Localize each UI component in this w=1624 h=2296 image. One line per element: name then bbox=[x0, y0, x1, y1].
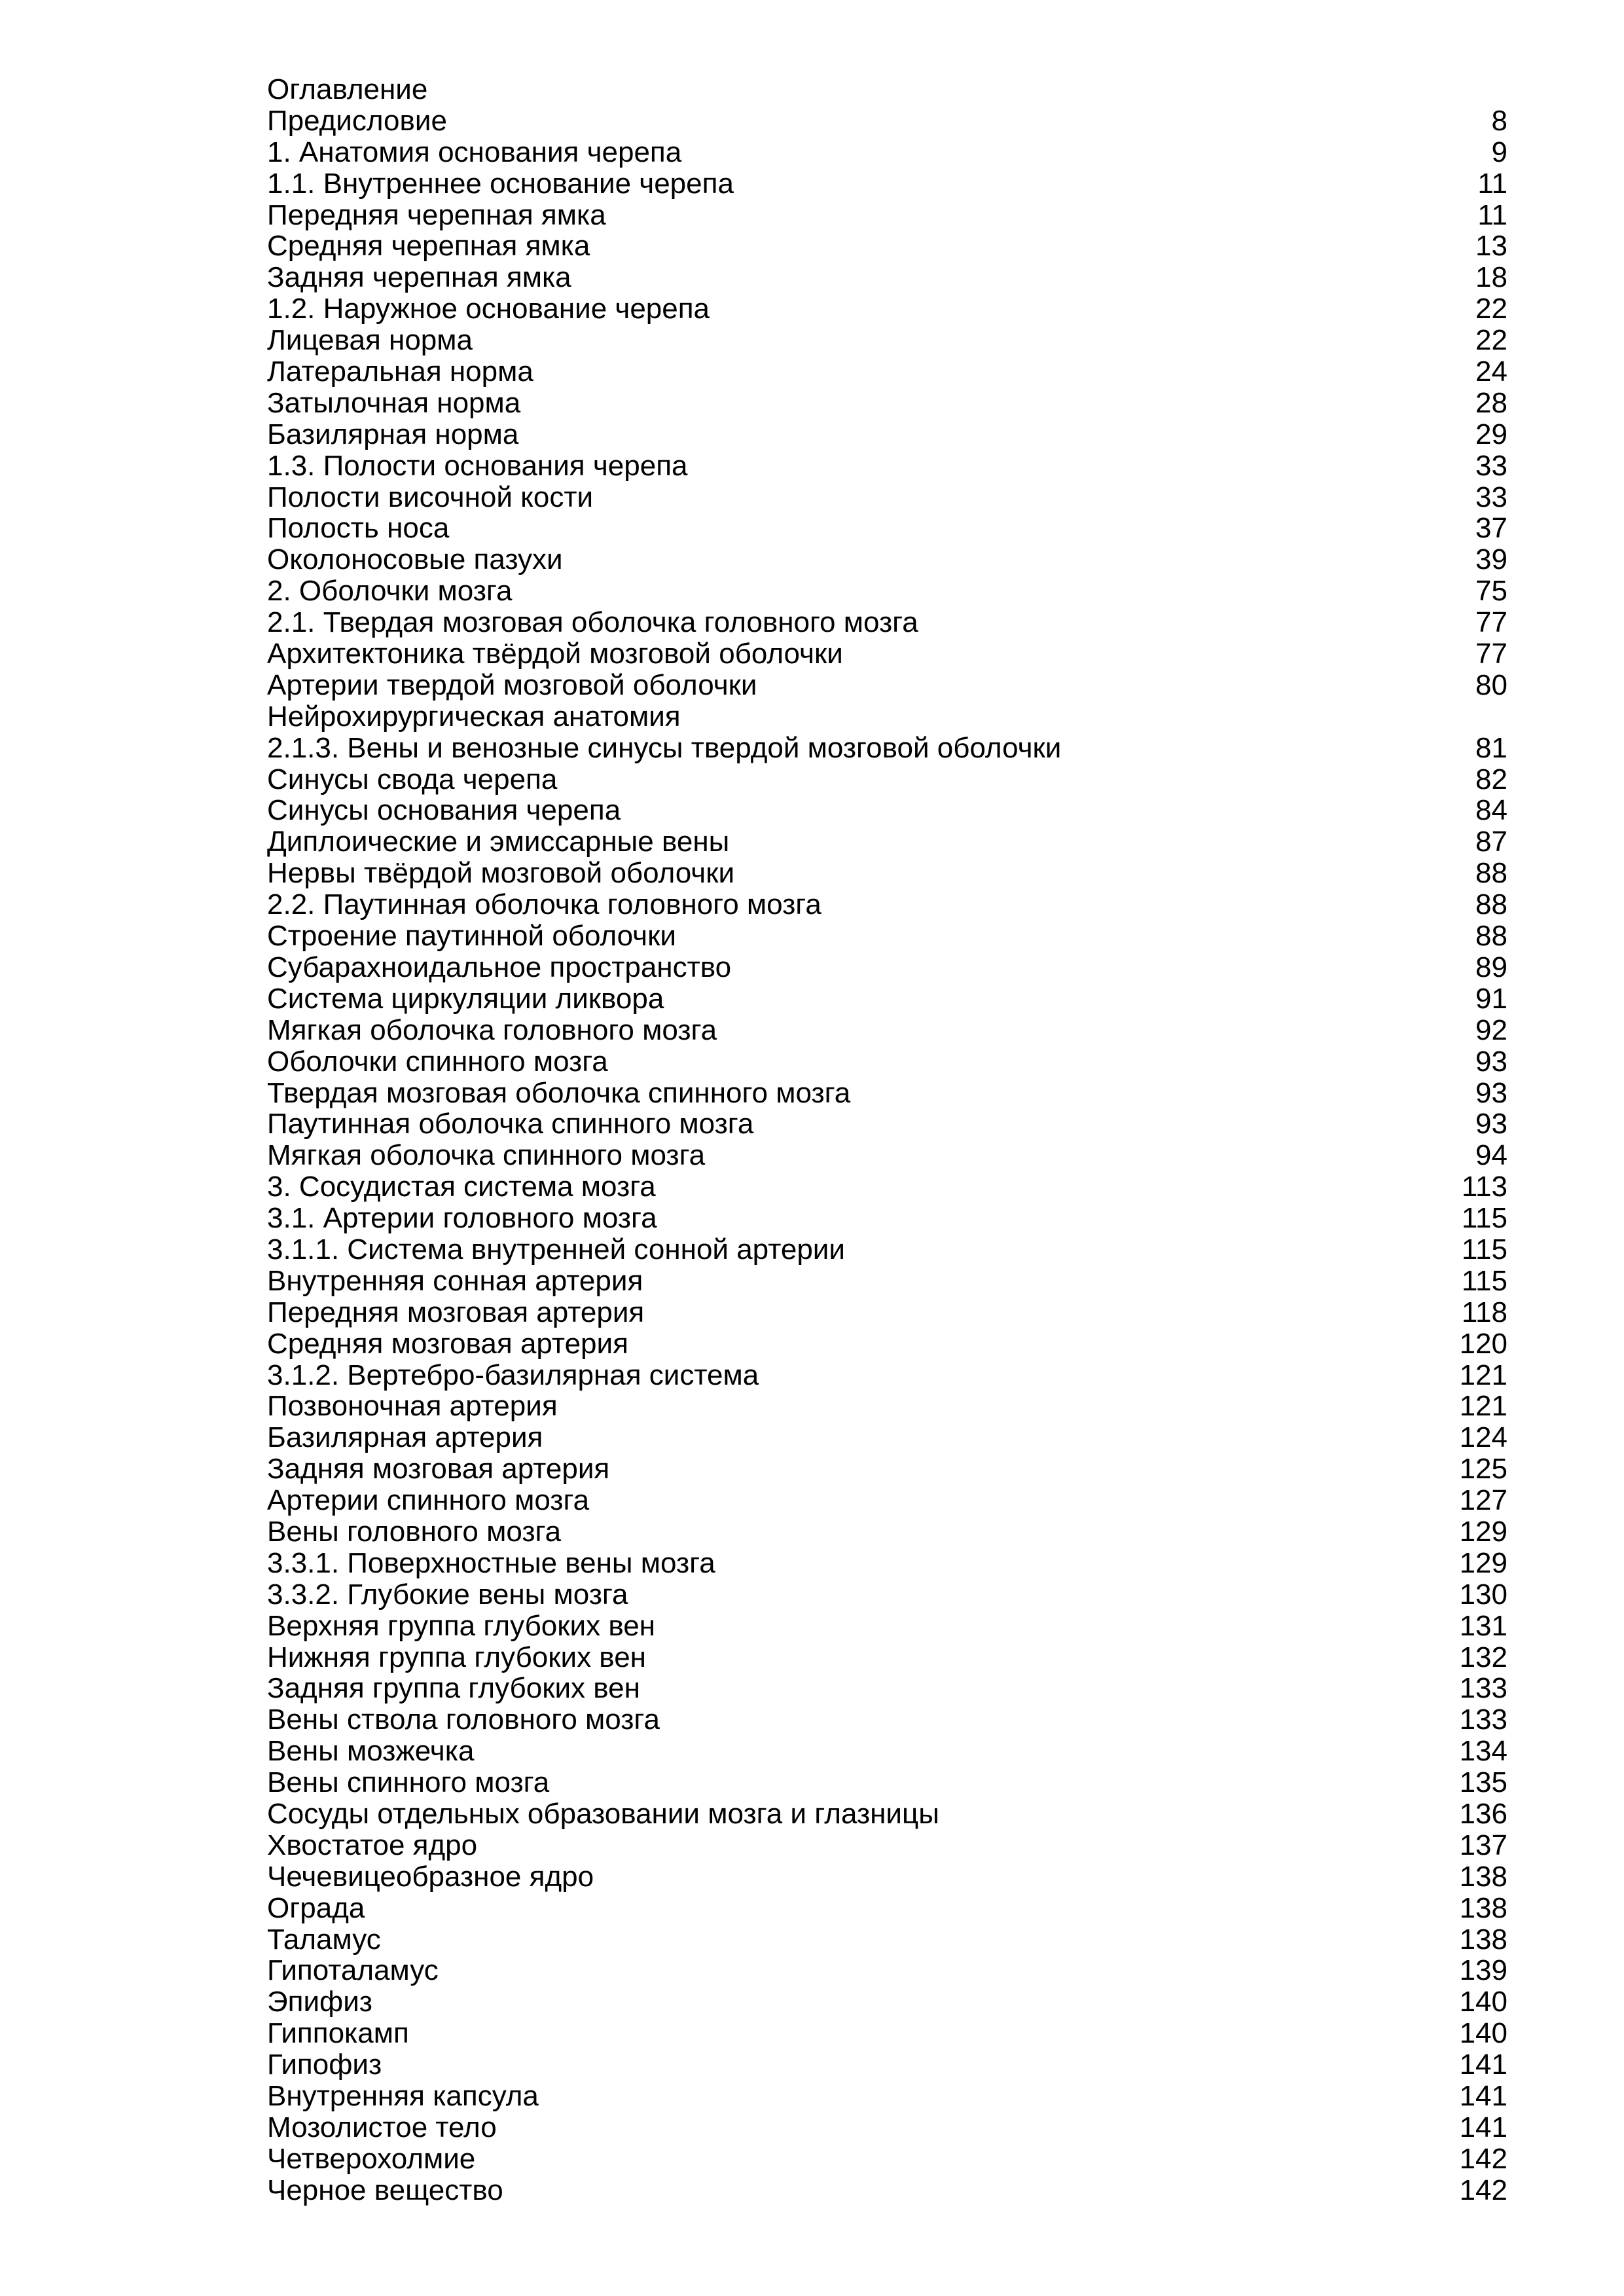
toc-page bbox=[267, 74, 1507, 2206]
toc-entry bbox=[267, 1704, 1507, 1736]
toc-entry-label: Нижняя группа глубоких вен bbox=[267, 1641, 646, 1673]
toc-entry-label: 1.1. Внутреннее основание черепа bbox=[267, 167, 734, 200]
toc-entry-page: 121 bbox=[1459, 1390, 1507, 1423]
toc-entry-label: Базилярная норма bbox=[267, 418, 519, 450]
toc-entry-label: 1.2. Наружное основание черепа bbox=[267, 293, 710, 325]
toc-entry-label: Гиппокамп bbox=[267, 2017, 409, 2050]
toc-entry-page: 131 bbox=[1459, 1609, 1507, 1642]
toc-entry bbox=[267, 1297, 1507, 1328]
toc-entry-page: 39 bbox=[1475, 543, 1507, 576]
toc-entry-page: 88 bbox=[1475, 857, 1507, 890]
toc-entry-label: 3.1.1. Система внутренней сонной артерии bbox=[267, 1233, 845, 1266]
toc-entry-page: 115 bbox=[1461, 1233, 1507, 1266]
toc-entry-page: 92 bbox=[1475, 1013, 1507, 1046]
toc-entry-page: 93 bbox=[1475, 1108, 1507, 1140]
toc-entry bbox=[267, 983, 1507, 1015]
toc-entry-label: Чечевицеобразное ядро bbox=[267, 1860, 594, 1893]
toc-entry bbox=[267, 701, 1507, 733]
toc-entry bbox=[267, 168, 1507, 200]
toc-entry-label: Задняя черепная ямка bbox=[267, 261, 571, 294]
toc-entry-page: 138 bbox=[1459, 1923, 1507, 1956]
toc-entry bbox=[267, 1611, 1507, 1642]
toc-entry-page: 115 bbox=[1461, 1202, 1507, 1235]
toc-entry-label: 2.2. Паутинная оболочка головного мозга bbox=[267, 888, 821, 921]
toc-entry-label: 1. Анатомия основания черепа bbox=[267, 136, 682, 168]
toc-entry-page: 125 bbox=[1459, 1453, 1507, 1485]
toc-entry-page: 142 bbox=[1459, 2142, 1507, 2175]
toc-entry-label: Строение паутинной оболочки bbox=[267, 920, 676, 953]
toc-entry-label: Задняя группа глубоких вен bbox=[267, 1672, 640, 1705]
toc-entry-page: 9 bbox=[1491, 136, 1507, 168]
toc-entry-label: Система циркуляции ликвора bbox=[267, 982, 664, 1015]
toc-entry-label: 3.1. Артерии головного мозга bbox=[267, 1202, 657, 1235]
toc-entry-label: Вены ствола головного мозга bbox=[267, 1704, 660, 1736]
toc-title: Оглавление bbox=[267, 73, 428, 105]
toc-entry-page: 141 bbox=[1459, 2111, 1507, 2143]
toc-entry-page: 140 bbox=[1459, 1986, 1507, 2018]
toc-entry bbox=[267, 1861, 1507, 1893]
toc-entry-label: Базилярная артерия bbox=[267, 1421, 543, 1454]
toc-entry bbox=[267, 1798, 1507, 1830]
toc-entry-label: Мягкая оболочка спинного мозга bbox=[267, 1139, 706, 1172]
toc-entry-page: 142 bbox=[1459, 2174, 1507, 2206]
toc-entry bbox=[267, 826, 1507, 858]
toc-entry-page: 136 bbox=[1459, 1797, 1507, 1830]
toc-entry-label: Вены головного мозга bbox=[267, 1515, 562, 1548]
toc-entry-page: 94 bbox=[1475, 1139, 1507, 1172]
toc-entry bbox=[267, 952, 1507, 983]
toc-entry-label: Верхняя группа глубоких вен bbox=[267, 1609, 655, 1642]
toc-entry-page: 124 bbox=[1459, 1421, 1507, 1454]
toc-entry bbox=[267, 1642, 1507, 1673]
toc-entry bbox=[267, 1830, 1507, 1861]
toc-entry bbox=[267, 1078, 1507, 1109]
toc-entry bbox=[267, 1422, 1507, 1453]
toc-entry bbox=[267, 2143, 1507, 2175]
toc-entry-label: Нейрохирургическая анатомия bbox=[267, 700, 681, 733]
toc-entry-label: Диплоические и эмиссарные вены bbox=[267, 826, 730, 858]
toc-entry bbox=[267, 607, 1507, 638]
toc-entry-label: 2.1.3. Вены и венозные синусы твердой мозговой оболочки bbox=[267, 731, 1062, 764]
toc-entry-label: 2.1. Твердая мозговая оболочка головного мозга bbox=[267, 606, 918, 639]
toc-entry bbox=[267, 419, 1507, 450]
toc-entry-page: 141 bbox=[1459, 2080, 1507, 2112]
toc-entry bbox=[267, 513, 1507, 544]
toc-entry-label: Оболочки спинного мозга bbox=[267, 1045, 608, 1078]
toc-entry bbox=[267, 1046, 1507, 1078]
toc-entry-label: Позвоночная артерия bbox=[267, 1390, 558, 1423]
toc-entry bbox=[267, 2018, 1507, 2049]
toc-entry bbox=[267, 137, 1507, 168]
toc-entry-label: Нервы твёрдой мозговой оболочки bbox=[267, 857, 735, 890]
toc-entry bbox=[267, 482, 1507, 513]
toc-entry-page: 88 bbox=[1475, 888, 1507, 921]
toc-entry-label: Архитектоника твёрдой мозговой оболочки bbox=[267, 638, 843, 670]
toc-entry bbox=[267, 2175, 1507, 2206]
toc-entry-page: 24 bbox=[1475, 355, 1507, 388]
toc-entry-page: 137 bbox=[1459, 1829, 1507, 1861]
toc-entry bbox=[267, 230, 1507, 262]
toc-entry bbox=[267, 356, 1507, 388]
toc-entry-page: 87 bbox=[1475, 826, 1507, 858]
toc-entry-label: 3.3.1. Поверхностные вены мозга bbox=[267, 1546, 715, 1579]
toc-entry-label: Полость носа bbox=[267, 512, 450, 545]
toc-entry-label: Латеральная норма bbox=[267, 355, 533, 388]
toc-entry-page: 88 bbox=[1475, 920, 1507, 953]
toc-entry-label: Мозолистое тело bbox=[267, 2111, 497, 2143]
toc-entry-label: Средняя мозговая артерия bbox=[267, 1327, 628, 1360]
toc-entry-page: 134 bbox=[1459, 1735, 1507, 1768]
toc-entry-page: 120 bbox=[1459, 1327, 1507, 1360]
toc-entry-page: 22 bbox=[1475, 293, 1507, 325]
toc-entry bbox=[267, 2049, 1507, 2081]
toc-entry bbox=[267, 1453, 1507, 1485]
toc-entry-page: 141 bbox=[1459, 2049, 1507, 2081]
toc-entry bbox=[267, 1893, 1507, 1924]
toc-entry bbox=[267, 1516, 1507, 1548]
toc-entry-page: 115 bbox=[1461, 1264, 1507, 1297]
toc-entry-label: Ограда bbox=[267, 1891, 365, 1924]
toc-entry bbox=[267, 795, 1507, 826]
toc-title-row bbox=[267, 74, 1507, 105]
toc-entry bbox=[267, 293, 1507, 325]
toc-entry-label: Задняя мозговая артерия bbox=[267, 1453, 610, 1485]
toc-entry bbox=[267, 670, 1507, 701]
toc-entry-label: Внутренняя сонная артерия bbox=[267, 1264, 643, 1297]
toc-entry-page: 93 bbox=[1475, 1076, 1507, 1109]
toc-entry-label: Твердая мозговая оболочка спинного мозга bbox=[267, 1076, 851, 1109]
toc-entry bbox=[267, 388, 1507, 419]
toc-entry bbox=[267, 1360, 1507, 1391]
toc-entry-label: Вены спинного мозга bbox=[267, 1766, 550, 1799]
toc-entry bbox=[267, 1015, 1507, 1046]
toc-entry-label: 3.1.2. Вертебро-базилярная система bbox=[267, 1358, 759, 1391]
toc-entry bbox=[267, 764, 1507, 795]
toc-entry-page: 121 bbox=[1459, 1358, 1507, 1391]
toc-entry-label: Паутинная оболочка спинного мозга bbox=[267, 1108, 754, 1140]
toc-entry bbox=[267, 889, 1507, 920]
toc-entry bbox=[267, 858, 1507, 889]
toc-entry-page: 29 bbox=[1475, 418, 1507, 450]
toc-entry-page: 37 bbox=[1475, 512, 1507, 545]
toc-entry-label: 1.3. Полости основания черепа bbox=[267, 449, 688, 482]
toc-entry-label: Внутренняя капсула bbox=[267, 2080, 539, 2112]
toc-entry-page: 80 bbox=[1475, 668, 1507, 701]
toc-entry-label: Гипофиз bbox=[267, 2049, 382, 2081]
toc-entry-label: Четверохолмие bbox=[267, 2142, 476, 2175]
toc-entry-label: Гипоталамус bbox=[267, 1954, 439, 1987]
toc-entry-label: 2. Оболочки мозга bbox=[267, 575, 513, 608]
toc-entry-label: 3. Сосудистая система мозга bbox=[267, 1171, 656, 1203]
toc-entry-page: 82 bbox=[1475, 763, 1507, 795]
toc-entry-page: 138 bbox=[1459, 1860, 1507, 1893]
toc-list bbox=[267, 105, 1507, 2206]
toc-entry bbox=[267, 1391, 1507, 1422]
toc-entry-label: Средняя черепная ямка bbox=[267, 230, 590, 263]
toc-entry-page: 81 bbox=[1475, 731, 1507, 764]
toc-entry-page: 130 bbox=[1459, 1578, 1507, 1611]
toc-entry-label: Субарахноидальное пространство bbox=[267, 951, 732, 983]
toc-entry bbox=[267, 1234, 1507, 1266]
toc-entry-page: 18 bbox=[1475, 261, 1507, 294]
toc-entry-label: Передняя мозговая артерия bbox=[267, 1296, 645, 1328]
toc-entry-page: 133 bbox=[1459, 1704, 1507, 1736]
toc-entry-label: Лицевая норма bbox=[267, 324, 473, 357]
toc-entry bbox=[267, 262, 1507, 293]
toc-entry-page: 11 bbox=[1477, 198, 1507, 231]
toc-entry bbox=[267, 733, 1507, 764]
toc-entry bbox=[267, 638, 1507, 670]
toc-entry-label: Вены мозжечка bbox=[267, 1735, 475, 1768]
toc-entry-label: Эпифиз bbox=[267, 1986, 372, 2018]
toc-entry bbox=[267, 1485, 1507, 1516]
toc-entry-label: Затылочная норма bbox=[267, 386, 521, 419]
toc-entry-label: Околоносовые пазухи bbox=[267, 543, 563, 576]
toc-entry bbox=[267, 575, 1507, 607]
toc-entry-label: Артерии спинного мозга bbox=[267, 1484, 590, 1517]
toc-entry bbox=[267, 1955, 1507, 1986]
toc-entry-label: Полости височной кости bbox=[267, 481, 594, 513]
toc-entry-page: 129 bbox=[1459, 1546, 1507, 1579]
toc-entry-page: 33 bbox=[1475, 481, 1507, 513]
toc-entry bbox=[267, 1673, 1507, 1704]
toc-entry-label: Артерии твердой мозговой оболочки bbox=[267, 668, 757, 701]
toc-entry bbox=[267, 1266, 1507, 1297]
toc-entry bbox=[267, 1203, 1507, 1234]
toc-entry-page: 140 bbox=[1459, 2017, 1507, 2050]
toc-entry-label: Сосуды отдельных образовании мозга и глазницы bbox=[267, 1797, 939, 1830]
toc-entry-page: 138 bbox=[1459, 1891, 1507, 1924]
toc-entry bbox=[267, 2081, 1507, 2112]
toc-entry-page: 28 bbox=[1475, 386, 1507, 419]
toc-entry bbox=[267, 920, 1507, 952]
toc-entry bbox=[267, 1579, 1507, 1611]
toc-entry-page: 118 bbox=[1461, 1296, 1507, 1328]
toc-entry bbox=[267, 2112, 1507, 2143]
toc-entry bbox=[267, 1171, 1507, 1203]
toc-entry-label: Таламус bbox=[267, 1923, 381, 1956]
toc-entry-page: 133 bbox=[1459, 1672, 1507, 1705]
toc-entry-page: 8 bbox=[1491, 104, 1507, 137]
toc-entry bbox=[267, 1108, 1507, 1140]
toc-entry-page: 139 bbox=[1459, 1954, 1507, 1987]
toc-entry-label: Хвостатое ядро bbox=[267, 1829, 478, 1861]
toc-entry bbox=[267, 1140, 1507, 1171]
toc-entry bbox=[267, 1924, 1507, 1956]
toc-entry bbox=[267, 200, 1507, 231]
toc-entry bbox=[267, 1328, 1507, 1360]
toc-entry-page: 91 bbox=[1475, 982, 1507, 1015]
toc-entry-page: 93 bbox=[1475, 1045, 1507, 1078]
toc-entry-page: 11 bbox=[1477, 167, 1507, 200]
toc-entry-page: 77 bbox=[1475, 606, 1507, 639]
toc-entry-page: 22 bbox=[1475, 324, 1507, 357]
toc-entry-page: 77 bbox=[1475, 638, 1507, 670]
toc-entry bbox=[267, 1736, 1507, 1767]
toc-entry-label: Предисловие bbox=[267, 104, 447, 137]
toc-entry-label: Передняя черепная ямка bbox=[267, 198, 606, 231]
toc-entry-page: 33 bbox=[1475, 449, 1507, 482]
toc-entry-label: 3.3.2. Глубокие вены мозга bbox=[267, 1578, 628, 1611]
toc-entry-page: 132 bbox=[1459, 1641, 1507, 1673]
toc-entry bbox=[267, 1767, 1507, 1798]
toc-entry-page: 127 bbox=[1459, 1484, 1507, 1517]
toc-entry-page: 89 bbox=[1475, 951, 1507, 983]
toc-entry bbox=[267, 105, 1507, 137]
toc-entry-page: 75 bbox=[1475, 575, 1507, 608]
toc-entry bbox=[267, 1986, 1507, 2018]
toc-entry bbox=[267, 544, 1507, 575]
toc-entry-page: 135 bbox=[1459, 1766, 1507, 1799]
toc-entry-page: 84 bbox=[1475, 794, 1507, 827]
toc-entry-label: Синусы свода черепа bbox=[267, 763, 558, 795]
toc-entry-label: Синусы основания черепа bbox=[267, 794, 621, 827]
toc-entry-label: Мягкая оболочка головного мозга bbox=[267, 1013, 717, 1046]
toc-entry bbox=[267, 325, 1507, 356]
toc-entry-page: 129 bbox=[1459, 1515, 1507, 1548]
toc-entry-label: Черное вещество bbox=[267, 2174, 503, 2206]
toc-entry bbox=[267, 1548, 1507, 1579]
toc-entry-page: 13 bbox=[1475, 230, 1507, 263]
toc-entry bbox=[267, 450, 1507, 482]
toc-entry-page: 113 bbox=[1461, 1171, 1507, 1203]
